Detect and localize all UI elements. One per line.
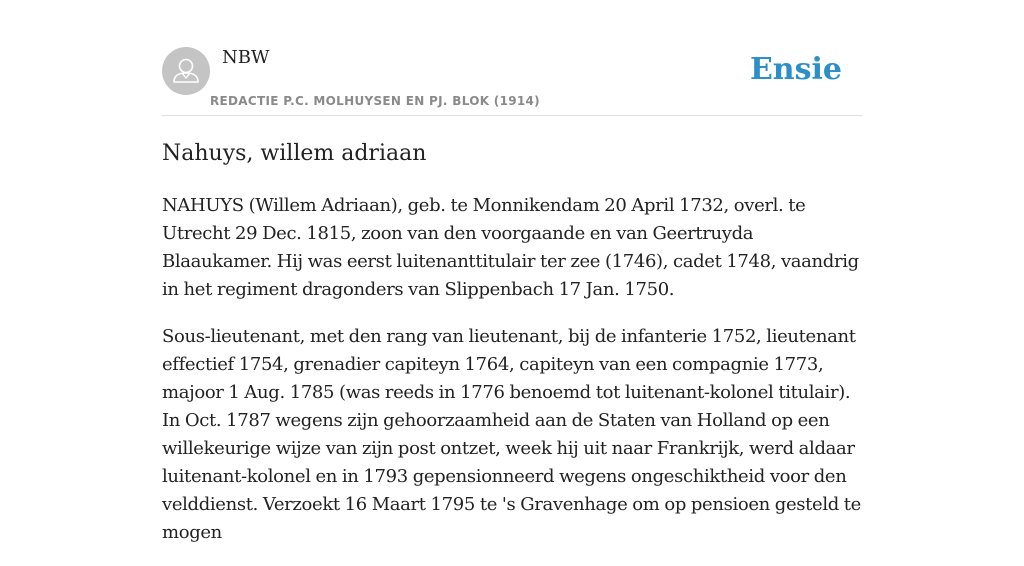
source-credit: REDACTIE P.C. MOLHUYSEN EN PJ. BLOK (1914): [210, 94, 540, 108]
ensie-logo[interactable]: Ensie: [749, 52, 842, 87]
author-name[interactable]: NBW: [222, 47, 270, 68]
user-avatar-icon[interactable]: [162, 47, 210, 95]
article-page: [162, 0, 862, 543]
article-title: Nahuys, willem adriaan: [162, 141, 427, 166]
article-paragraph: NAHUYS (Willem Adriaan), geb. te Monnikendam 20 April 1732, overl. te Utrecht 29 Dec. 1815, zoon van den voorgaande en van Geertruyda Blaaukamer. Hij was eerst luitenanttitulair ter zee (1746), cadet 1748, vaandrig in het regiment dragonders van Slippenbach 17 Jan. 1750.: [162, 195, 859, 300]
article-body: [162, 192, 862, 566]
article-paragraph: Sous-lieutenant, met den rang van lieutenant, bij de infanterie 1752, lieutenant effectief 1754, grenadier capiteyn 1764, capiteyn van een compagnie 1773, majoor 1 Aug. 1785 (was reeds in 1776 benoemd tot luitenant-kolonel titulair). In Oct. 1787 wegens zijn gehoorzaamheid aan de Staten van Holland op een willekeurige wijze van zijn post ontzet, week hij uit naar Frankrijk, werd aldaar luitenant-kolonel en in 1793 gepensionneerd wegens ongeschiktheid voor den velddienst. Verzoekt 16 Maart 1795 te 's Gravenhage om op pensioen gesteld te mogen: [162, 326, 861, 543]
article-header: [162, 0, 862, 116]
